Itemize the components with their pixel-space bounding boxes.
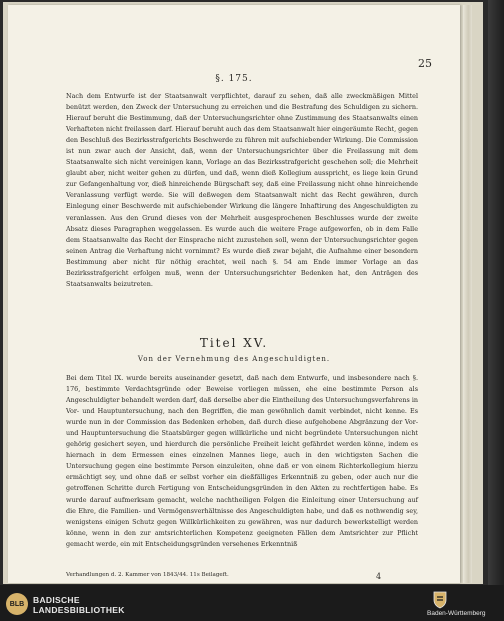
paragraph-1: Nach dem Entwurfe ist der Staatsanwalt verpflichtet, darauf zu sehen, daß alle zweckmäßigen Mittel benützt werden, den Zweck der Untersuchung zu erreichen und die Bestrafung des Schuldigen zu sichern. Hierauf beruht die Bestimmung, daß der Untersuchungsrichter ohne Zustimmung des Staatsanwalts einen Verhafteten nicht freilassen darf. Hierauf beruht auch das dem Staatsanwalt hier eingeräumte Recht, gegen den Beschluß des Bezirksstrafgerichts Beschwerde zu führen mit aufschiebender Wirkung. Die Commission ist nun zwar auch der Ansicht, daß, wenn der Untersuchungsrichter über die Freilassung mit dem Staatsanwalte sich nicht vereinigen kann, Vorlage an das Bezirksstrafgericht geschehen soll; die Mehrheit glaubt aber, nicht weiter gehen zu dürfen, und daß, wenn dieß Kollegium ausspricht, es liege kein Grund zur Gefangenhaltung vor, dieß hinreichende Bürgschaft sey, daß eine Freilassung nicht ohne hinreichende Veranlassung verfügt werde. Sie will deßwegen dem Staatsanwalt nicht das Recht gewähren, durch Einlegung einer Beschwerde mit aufschiebender Wirkung die längere Inhaftirung des Angeschuldigten zu veranlassen. Aus den Grund dieses von der Mehrheit ausgesprochenen Beschlusses wurde der zweite Absatz dieses Paragraphen weggelassen. Es wurde auch die weitere Frage aufgeworfen, ob in dem Falle dem Staatsanwalte das Recht der Einsprache nicht zuzustehen soll, wenn der Untersuchungsrichter gegen seinen Antrag die Verhaftung nicht vornimmt? Es wurde dieß zwar bejaht, die Aufnahme einer besondern Bestimmung aber nicht für nöthig erachtet, weil nach §. 54 am Ende immer Vorlage an das Bezirksstrafgericht erfolgen muß, wenn der Untersuchungsrichter Bedenken hat, den Anträgen des Staatsanwalts beizutreten. <box>66 92 418 288</box>
blb-logo-icon[interactable]: BLB <box>6 593 28 615</box>
library-name[interactable] <box>33 595 125 615</box>
paragraph-2: Bei dem Titel IX. wurde bereits auseinander gesetzt, daß nach dem Entwurfe, und insbesondere nach §. 176, bestimmte Verdachtsgründe oder Beweise vorliegen müssen, ehe eine bestimmte Person als Angeschuldigter behandelt werden darf, daß derselbe aber die Eintheilung des Untersuchungsverfahrens in Vor- und Hauptuntersuchung, nach den Begriffen, die man gewöhnlich damit verbindet, nicht kenne. Es wurde nun in der Commission das Bedenken erhoben, daß durch diese aufgehobene Abgränzung der Vor- und Hauptuntersuchung die Staatsbürger gegen willkürliche und nicht begründete Untersuchungen nicht gehörig gesichert seyen, und hierdurch die persönliche Freiheit leicht gefährdet werden könne, indem es hiernach in dem Ermessen eines einzelnen Mannes liege, auch in den wichtigsten Sachen die Untersuchung gegen eine bestimmte Person einzuleiten, ohne daß er von einem Richterkollegium hierzu ermächtigt sey, und ohne daß er selbst vorher ein dießfälliges Erkenntniß zu geben, oder auch nur die getroffenen Schritte durch Fertigung von Entscheidungsgründen in den Akten zu rechtfertigen habe. Es wurde darauf aufmerksam gemacht, welche nachtheiligen Folgen die Einleitung einer Untersuchung auf die Ehre, die Familien- und Vermögensverhältnisse des Angeschuldigten habe, und daß es nothwendig sey, wenigstens einigen Schutz gegen Willkürlichkeiten zu gewähren, was nur dadurch bewerkstelligt werden könne, wenn in den zur amtsrichterlichen Kompetenz geeigneten Fällen dem Amtsrichter zur Pflicht gemacht werde, ein mit Entscheidungsgründen versehenes Erkenntniß <box>66 374 418 548</box>
footer-signature: 4 <box>376 572 382 581</box>
coat-of-arms-icon[interactable] <box>432 590 448 609</box>
chapter-subtitle: Von der Vernehmung des Angeschuldigten. <box>137 355 331 363</box>
page-number: 25 <box>418 57 432 70</box>
footer-source: Verhandlungen d. 2. Kammer von 1843/44. 11s Beilageft. <box>66 572 229 578</box>
library-name-line-2: LANDESBIBLIOTHEK <box>33 605 125 615</box>
book-spine <box>488 0 504 585</box>
state-name[interactable]: Baden-Württemberg <box>427 610 486 617</box>
chapter-title: Titel XV. <box>199 336 269 350</box>
page-edge <box>463 5 472 583</box>
section-heading: §. 175. <box>215 74 253 84</box>
library-name-line-1: BADISCHE <box>33 595 80 605</box>
book-page <box>8 5 460 583</box>
